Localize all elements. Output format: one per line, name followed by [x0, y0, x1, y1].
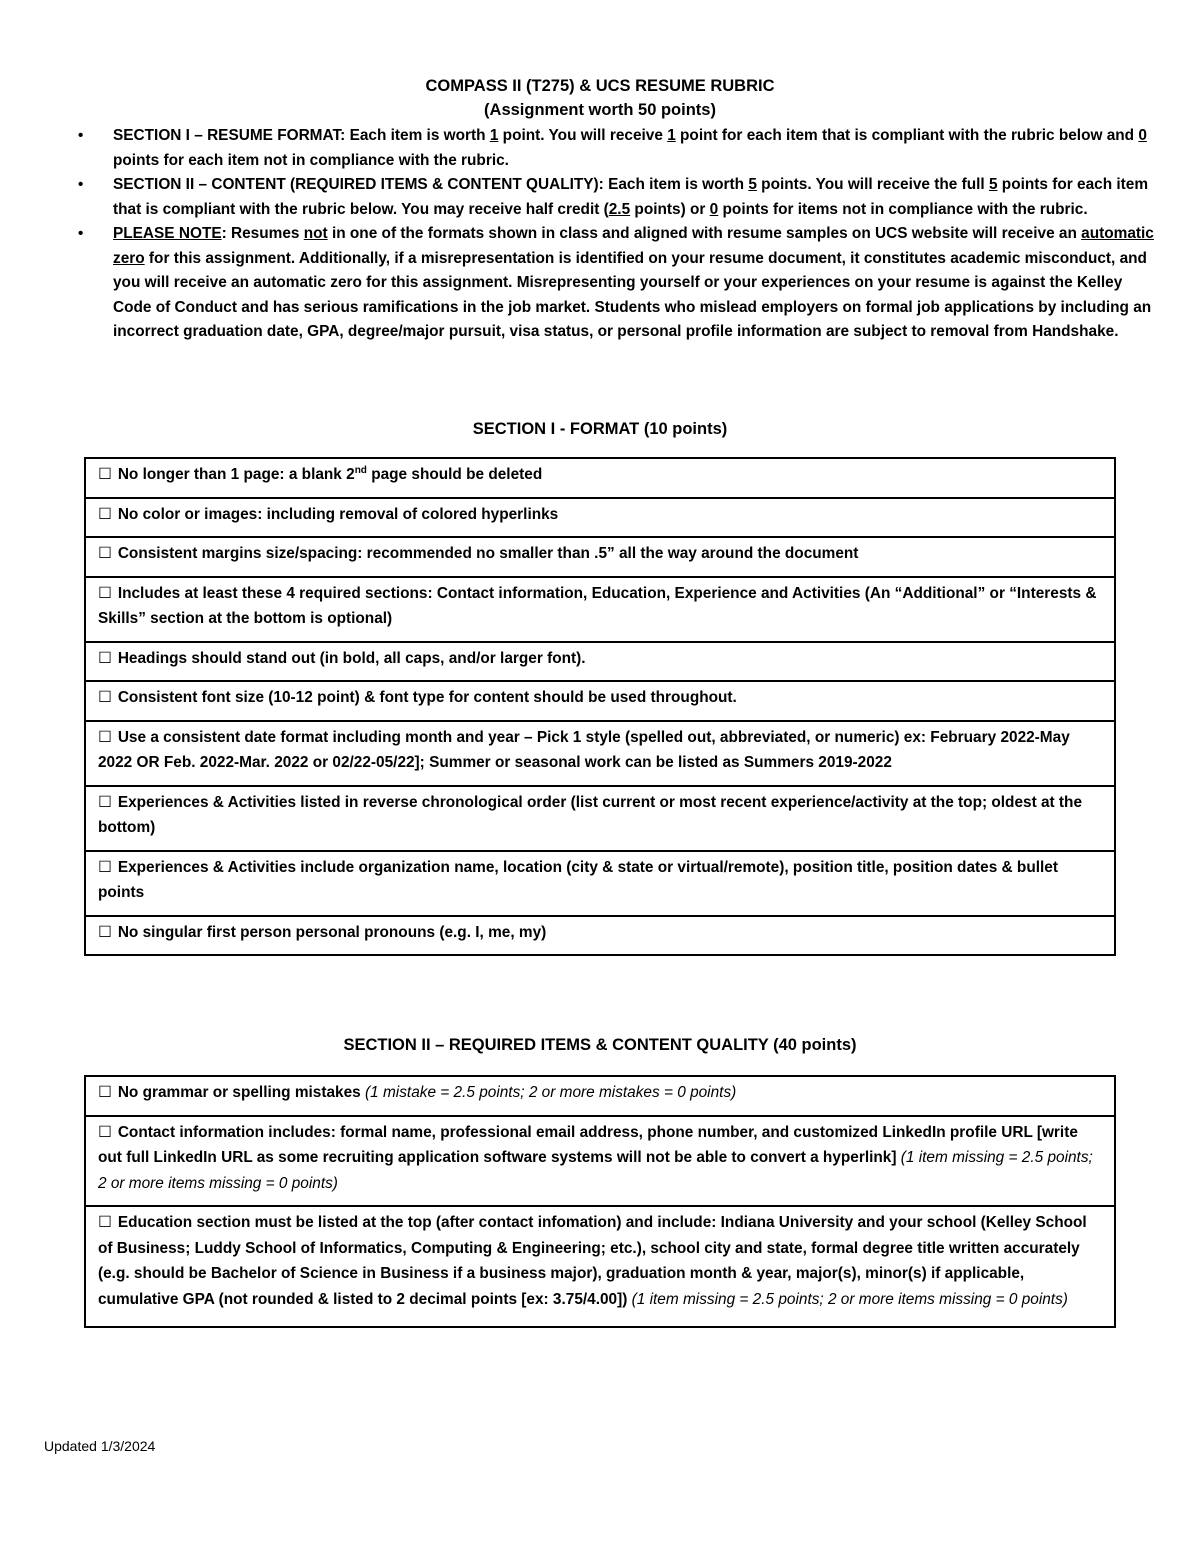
table-row — [85, 458, 1115, 498]
please-note-label: PLEASE NOTE — [113, 225, 222, 242]
updated-date: Updated 1/3/2024 — [44, 1438, 156, 1454]
rubric-item: ☐ No singular first person personal pronouns (e.g. I, me, my) — [85, 916, 1115, 956]
table-row — [85, 1076, 1115, 1116]
checkbox-icon[interactable]: ☐ — [98, 1084, 112, 1101]
document-subtitle: (Assignment worth 50 points) — [484, 101, 716, 119]
table-row — [85, 537, 1115, 577]
table-row — [85, 1116, 1115, 1207]
bullet-icon: • — [78, 225, 84, 242]
checkbox-icon[interactable]: ☐ — [98, 728, 112, 746]
rubric-item: ☐ Experiences & Activities listed in reverse chronological order (list current or most recent experience/activity at the top; oldest at the bottom) — [85, 786, 1115, 851]
bullet-icon: • — [78, 127, 84, 144]
checkbox-icon[interactable]: ☐ — [98, 1123, 112, 1141]
table-row — [85, 851, 1115, 916]
table-row — [85, 916, 1115, 956]
rubric-item: ☐ Includes at least these 4 required sections: Contact information, Education, Experience and Activities (An “Additional” or “Interests & Skills” section at the bottom is optional) — [85, 577, 1115, 642]
rubric-item: ☐ Consistent font size (10-12 point) & font type for content should be used throughout. — [85, 681, 1115, 721]
table-row — [85, 681, 1115, 721]
checkbox-icon[interactable]: ☐ — [98, 584, 112, 602]
document-title: COMPASS II (T275) & UCS RESUME RUBRIC — [425, 77, 775, 95]
rubric-item: ☐ Education section must be listed at the top (after contact infomation) and include: Indiana University and your school (Kelley School of Business; Luddy School of Informatics, Computing & Engineering; etc.), school city and state, formal degree title written accurately (e.g. should be Bachelor of Science in Business if a business major), graduation month & year, major(s), minor(s) if applicable, cumulative GPA (not rounded & listed to 2 decimal points [ex: 3.75/4.00]) (1 item missing = 2.5 points; 2 or more items missing = 0 points) — [85, 1206, 1115, 1327]
instruction-section-1: • SECTION I – RESUME FORMAT: Each item is worth 1 point. You will receive 1 point for each item that is compliant with the rubric below and 0 points for each item not in compliance with the rubric. — [75, 124, 1155, 173]
instructions-list — [75, 124, 1155, 345]
checkbox-icon[interactable]: ☐ — [98, 793, 112, 811]
checkbox-icon[interactable]: ☐ — [98, 1214, 112, 1231]
rubric-item: ☐ No grammar or spelling mistakes (1 mistake = 2.5 points; 2 or more mistakes = 0 points) — [85, 1076, 1115, 1116]
rubric-item: ☐ Experiences & Activities include organization name, location (city & state or virtual/remote), position title, position dates & bullet points — [85, 851, 1115, 916]
table-row — [85, 786, 1115, 851]
checkbox-icon[interactable]: ☐ — [98, 545, 112, 562]
checkbox-icon[interactable]: ☐ — [98, 923, 112, 941]
table-row — [85, 1206, 1115, 1327]
bullet-icon: • — [78, 176, 84, 193]
format-rubric-table — [84, 457, 1116, 956]
checkbox-icon[interactable]: ☐ — [98, 466, 112, 483]
section-1-heading: SECTION I - FORMAT (10 points) — [472, 420, 728, 438]
table-row — [85, 721, 1115, 786]
rubric-item: ☐ Consistent margins size/spacing: recommended no smaller than .5” all the way around the document — [85, 537, 1115, 577]
checkbox-icon[interactable]: ☐ — [98, 649, 112, 667]
instruction-section-2: • SECTION II – CONTENT (REQUIRED ITEMS & CONTENT QUALITY): Each item is worth 5 points. You will receive the full 5 points for each item that is compliant with the rubric below. You may receive half credit (2.5 points) or 0 points for items not in compliance with the rubric. — [75, 173, 1155, 222]
checkbox-icon[interactable]: ☐ — [98, 505, 112, 523]
checkbox-icon[interactable]: ☐ — [98, 689, 112, 706]
checkbox-icon[interactable]: ☐ — [98, 858, 112, 876]
table-row — [85, 642, 1115, 682]
rubric-item: ☐ Contact information includes: formal name, professional email address, phone number, and customized LinkedIn profile URL [write out full LinkedIn URL as some recruiting application software systems will not be able to convert a hyperlink] (1 item missing = 2.5 points; 2 or more items missing = 0 points) — [85, 1116, 1115, 1207]
section-2-heading: SECTION II – REQUIRED ITEMS & CONTENT QUALITY (40 points) — [343, 1036, 857, 1054]
content-rubric-table — [84, 1075, 1116, 1328]
table-row — [85, 577, 1115, 642]
rubric-item: ☐ No longer than 1 page: a blank 2nd page should be deleted — [85, 458, 1115, 498]
rubric-item: ☐ Headings should stand out (in bold, all caps, and/or larger font). — [85, 642, 1115, 682]
rubric-item: ☐ No color or images: including removal of colored hyperlinks — [85, 498, 1115, 538]
rubric-item: ☐ Use a consistent date format including month and year – Pick 1 style (spelled out, abbreviated, or numeric) ex: February 2022-May 2022 OR Feb. 2022-Mar. 2022 or 02/22-05/22]; Summer or seasonal work can be listed as Summers 2019-2022 — [85, 721, 1115, 786]
instruction-please-note: • PLEASE NOTE: Resumes not in one of the formats shown in class and aligned with resume samples on UCS website will receive an automatic zero for this assignment. Additionally, if a misrepresentation is identified on your resume document, it constitutes academic misconduct, and you will receive an automatic zero for this assignment. Misrepresenting yourself or your experiences on your resume is against the Kelley Code of Conduct and has serious ramifications in the job market. Students who mislead employers on formal job applications by including an incorrect graduation date, GPA, degree/major pursuit, visa status, or personal profile information are subject to removal from Handshake. — [75, 222, 1155, 345]
table-row — [85, 498, 1115, 538]
